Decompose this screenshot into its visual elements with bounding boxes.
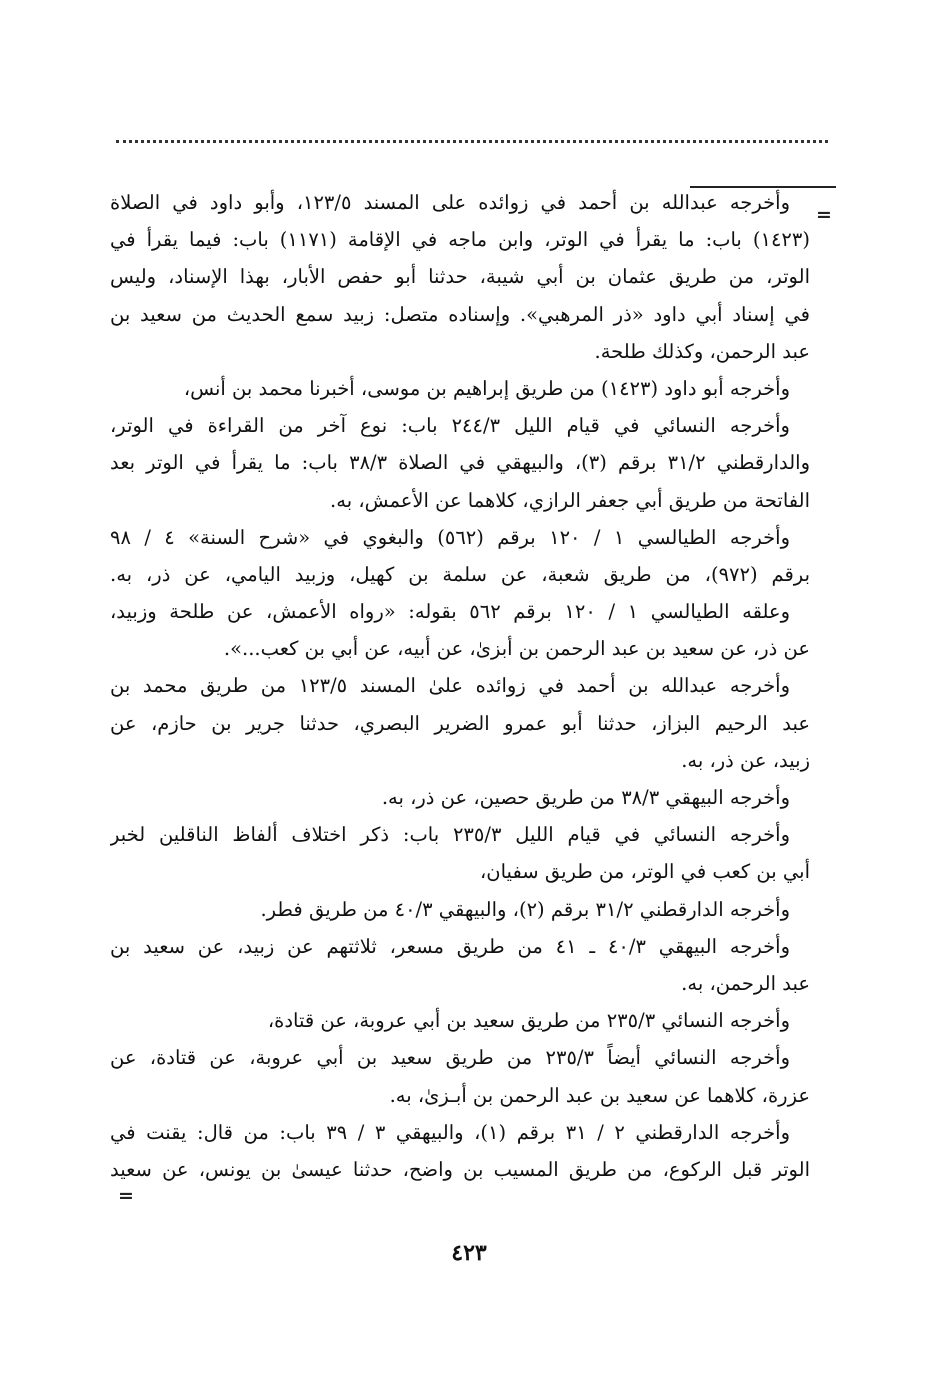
text-line: وأخرجه النسائي أيضاً ٢٣٥/٣ من طريق سعيد بن أبي عروبة، عن قتادة، عن <box>110 1046 790 1070</box>
text-line: أبي بن كعب في الوتر، من طريق سفيان، <box>480 860 810 884</box>
text-line: وأخرجه الطيالسي ١ / ١٢٠ برقم (٥٦٢) والبغوي في «شرح السنة» ٤ / ٩٨ <box>110 525 790 549</box>
text-line: وأخرجه النسائي في قيام الليل ٢٣٥/٣ باب: ذكر اختلاف ألفاظ الناقلين لخبر <box>110 823 790 847</box>
text-line: وأخرجه النسائي ٢٣٥/٣ من طريق سعيد بن أبي عروبة، عن قتادة، <box>267 1009 790 1033</box>
text-line: الوتر، من طريق عثمان بن أبي شيبة، حدثنا أبو حفص الأبار، بهذا الإسناد، وليس <box>110 265 810 289</box>
page-number: ٤٢٣ <box>451 1240 487 1266</box>
text-line: وأخرجه أبو داود (١٤٢٣) من طريق إبراهيم بن موسى، أخبرنا محمد بن أنس، <box>183 376 790 400</box>
text-line: عبد الرحيم البزاز، حدثنا أبو عمرو الضرير البصري، حدثنا جرير بن حازم، عن <box>110 711 810 735</box>
text-line: (١٤٢٣) باب: ما يقرأ في الوتر، وابن ماجه في الإقامة (١١٧١) باب: فيما يقرأ في <box>110 228 810 252</box>
text-line: زبيد، عن ذر، به. <box>681 748 810 772</box>
continuation-mark-top: = <box>816 204 832 226</box>
text-line: وأخرجه البيهقي ٤٠/٣ ـ ٤١ من طريق مسعر، ثلاثتهم عن زبيد، عن سعيد بن <box>110 934 790 958</box>
footnote-text <box>110 184 810 1188</box>
text-line: وأخرجه عبدالله بن أحمد في زوائده علىٰ المسند ١٢٣/٥ من طريق محمد بن <box>110 674 790 698</box>
continuation-mark-bottom: = <box>118 1185 134 1207</box>
text-line: برقم (٩٧٢)، من طريق شعبة، عن سلمة بن كهيل، وزبيد اليامي، عن ذر، به. <box>110 562 810 586</box>
text-line: وأخرجه عبدالله بن أحمد في زوائده على المسند ١٢٣/٥، وأبو داود في الصلاة <box>110 191 790 214</box>
text-line: الوتر قبل الركوع، من طريق المسيب بن واضح، حدثنا عيسىٰ بن يونس، عن سعيد <box>110 1157 810 1181</box>
text-line: عزرة، كلاهما عن سعيد بن عبد الرحمن بن أبـزىٰ، به. <box>389 1083 810 1107</box>
text-line: وأخرجه الدارقطني ٢ / ٣١ برقم (١)، والبيهقي ٣ / ٣٩ باب: من قال: يقنت في <box>110 1120 791 1144</box>
text-line: وعلقه الطيالسي ١ / ١٢٠ برقم ٥٦٢ بقوله: «رواه الأعمش، عن طلحة وزبيد، <box>110 600 790 624</box>
dotted-separator <box>116 140 828 153</box>
text-line: وأخرجه البيهقي ٣٨/٣ من طريق حصين، عن ذر، به. <box>381 786 790 809</box>
text-line: والدارقطني ٣١/٢ برقم (٣)، والبيهقي في الصلاة ٣٨/٣ باب: ما يقرأ في الوتر بعد <box>110 451 810 475</box>
text-line: وأخرجه النسائي في قيام الليل ٢٤٤/٣ باب: نوع آخر من القراءة في الوتر، <box>110 414 790 438</box>
text-line: عبد الرحمن، به. <box>681 971 810 995</box>
text-line: في إسناد أبي داود «ذر المرهبي». وإسناده متصل: زبيد سمع الحديث من سعيد بن <box>110 302 810 326</box>
text-line: الفاتحة من طريق أبي جعفر الرازي، كلاهما عن الأعمش، به. <box>330 488 810 512</box>
text-line: وأخرجه الدارقطني ٣١/٢ برقم (٢)، والبيهقي ٤٠/٣ من طريق فطر. <box>260 897 790 921</box>
text-line: عبد الرحمن، وكذلك طلحة. <box>594 339 810 363</box>
text-line: عن ذر، عن سعيد بن عبد الرحمن بن أبزىٰ، عن أبيه، عن أبي بن كعب...». <box>223 637 810 661</box>
